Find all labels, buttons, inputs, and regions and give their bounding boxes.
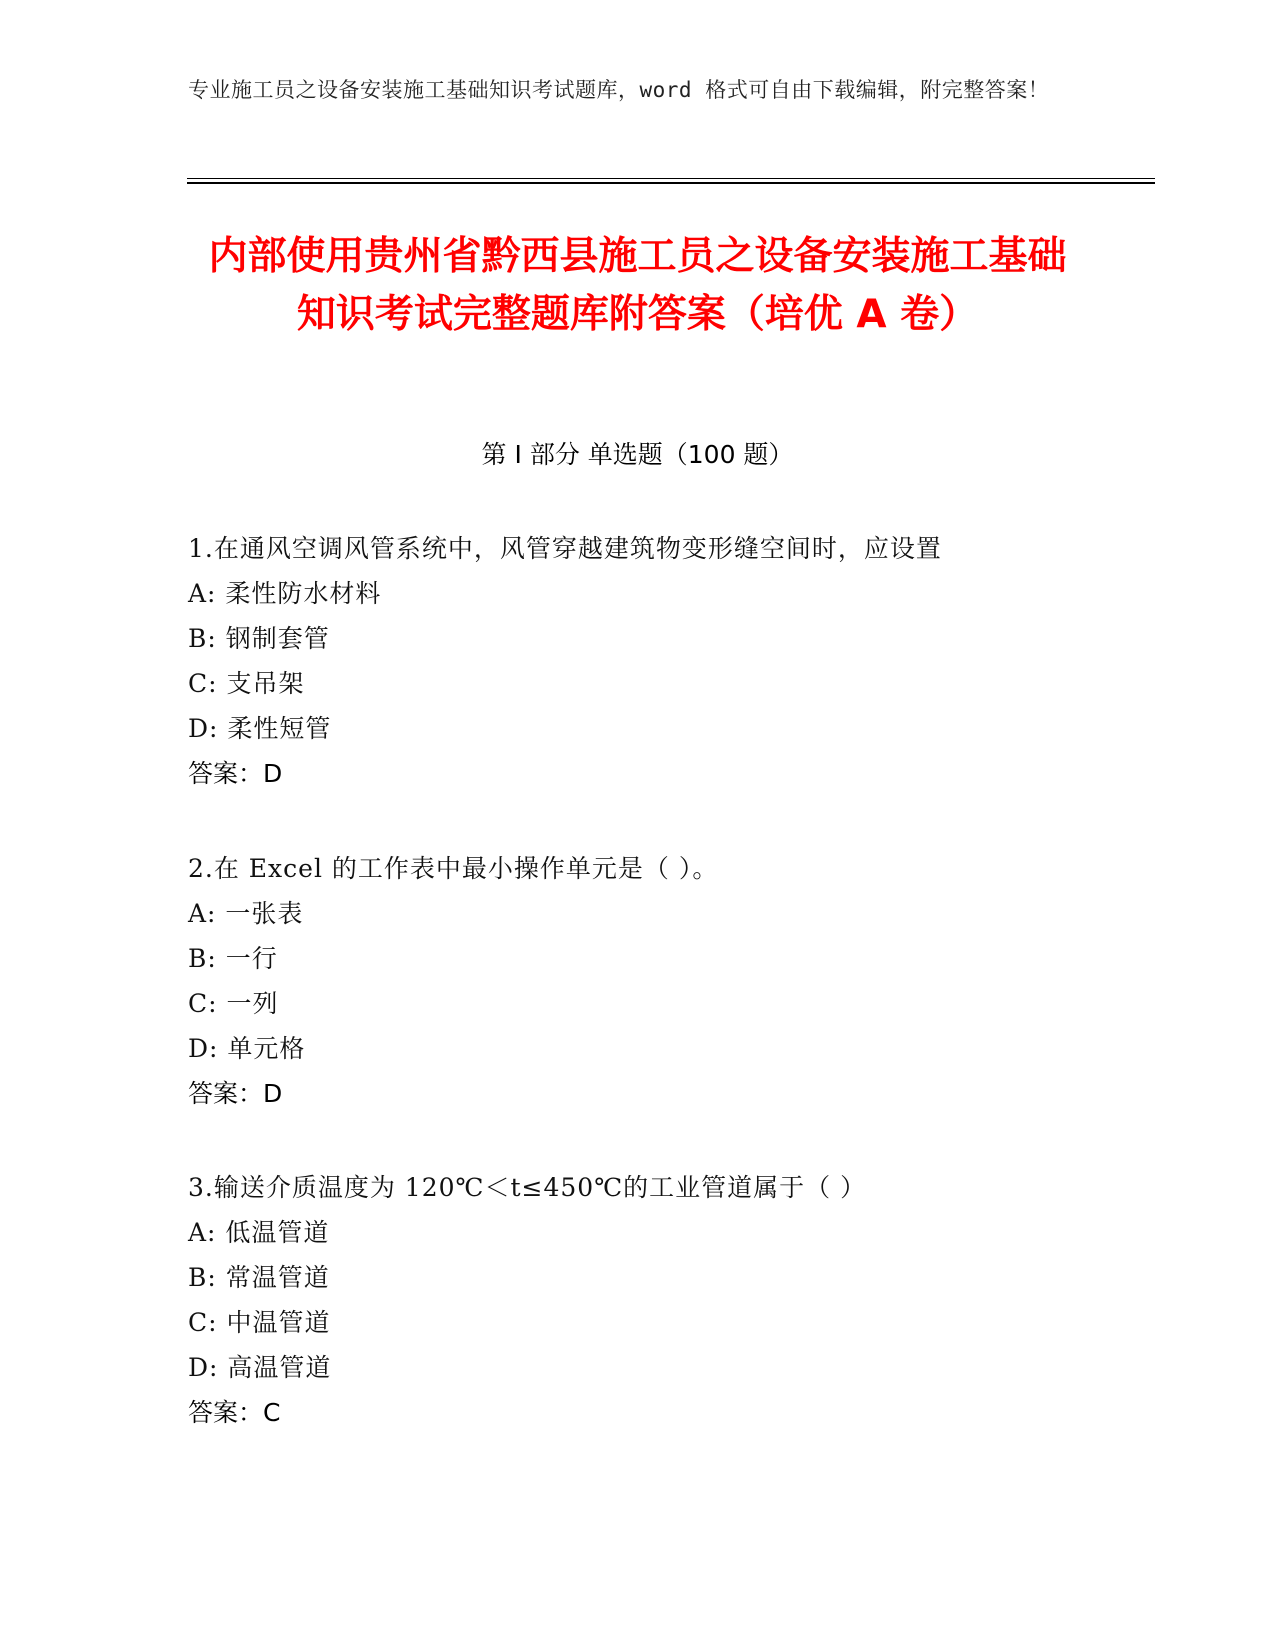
answer-line: 答案：D	[188, 759, 283, 788]
option-a: A: 一张表	[188, 899, 304, 928]
option-b: B: 钢制套管	[188, 624, 330, 653]
question-3	[188, 1165, 1088, 1436]
option-c: C: 中温管道	[188, 1308, 331, 1337]
option-d: D: 柔性短管	[188, 714, 332, 743]
header-rule-thin	[187, 178, 1155, 179]
header-rule-thick	[187, 182, 1155, 184]
question-stem: 1.在通风空调风管系统中，风管穿越建筑物变形缝空间时，应设置	[188, 534, 942, 563]
question-stem: 2.在 Excel 的工作表中最小操作单元是（ ）。	[188, 854, 719, 883]
answer-line: 答案：D	[188, 1079, 283, 1108]
question-1	[188, 526, 1088, 797]
question-2	[188, 846, 1088, 1117]
header-note: 专业施工员之设备安装施工基础知识考试题库，word 格式可自由下载编辑，附完整答案！	[188, 78, 1050, 102]
question-stem: 3.输送介质温度为 120℃＜t≤450℃的工业管道属于（ ）	[188, 1173, 867, 1202]
option-a: A: 柔性防水材料	[188, 579, 382, 608]
section-heading: 第 I 部分 单选题（100 题）	[481, 440, 794, 469]
option-c: C: 一列	[188, 989, 279, 1018]
option-d: D: 高温管道	[188, 1353, 332, 1382]
option-d: D: 单元格	[188, 1034, 306, 1063]
option-b: B: 常温管道	[188, 1263, 330, 1292]
document-title: 内部使用贵州省黔西县施工员之设备安装施工基础知识考试完整题库附答案（培优 A 卷）	[208, 234, 1067, 337]
answer-line: 答案：C	[188, 1398, 281, 1427]
option-b: B: 一行	[188, 944, 278, 973]
option-c: C: 支吊架	[188, 669, 305, 698]
option-a: A: 低温管道	[188, 1218, 330, 1247]
